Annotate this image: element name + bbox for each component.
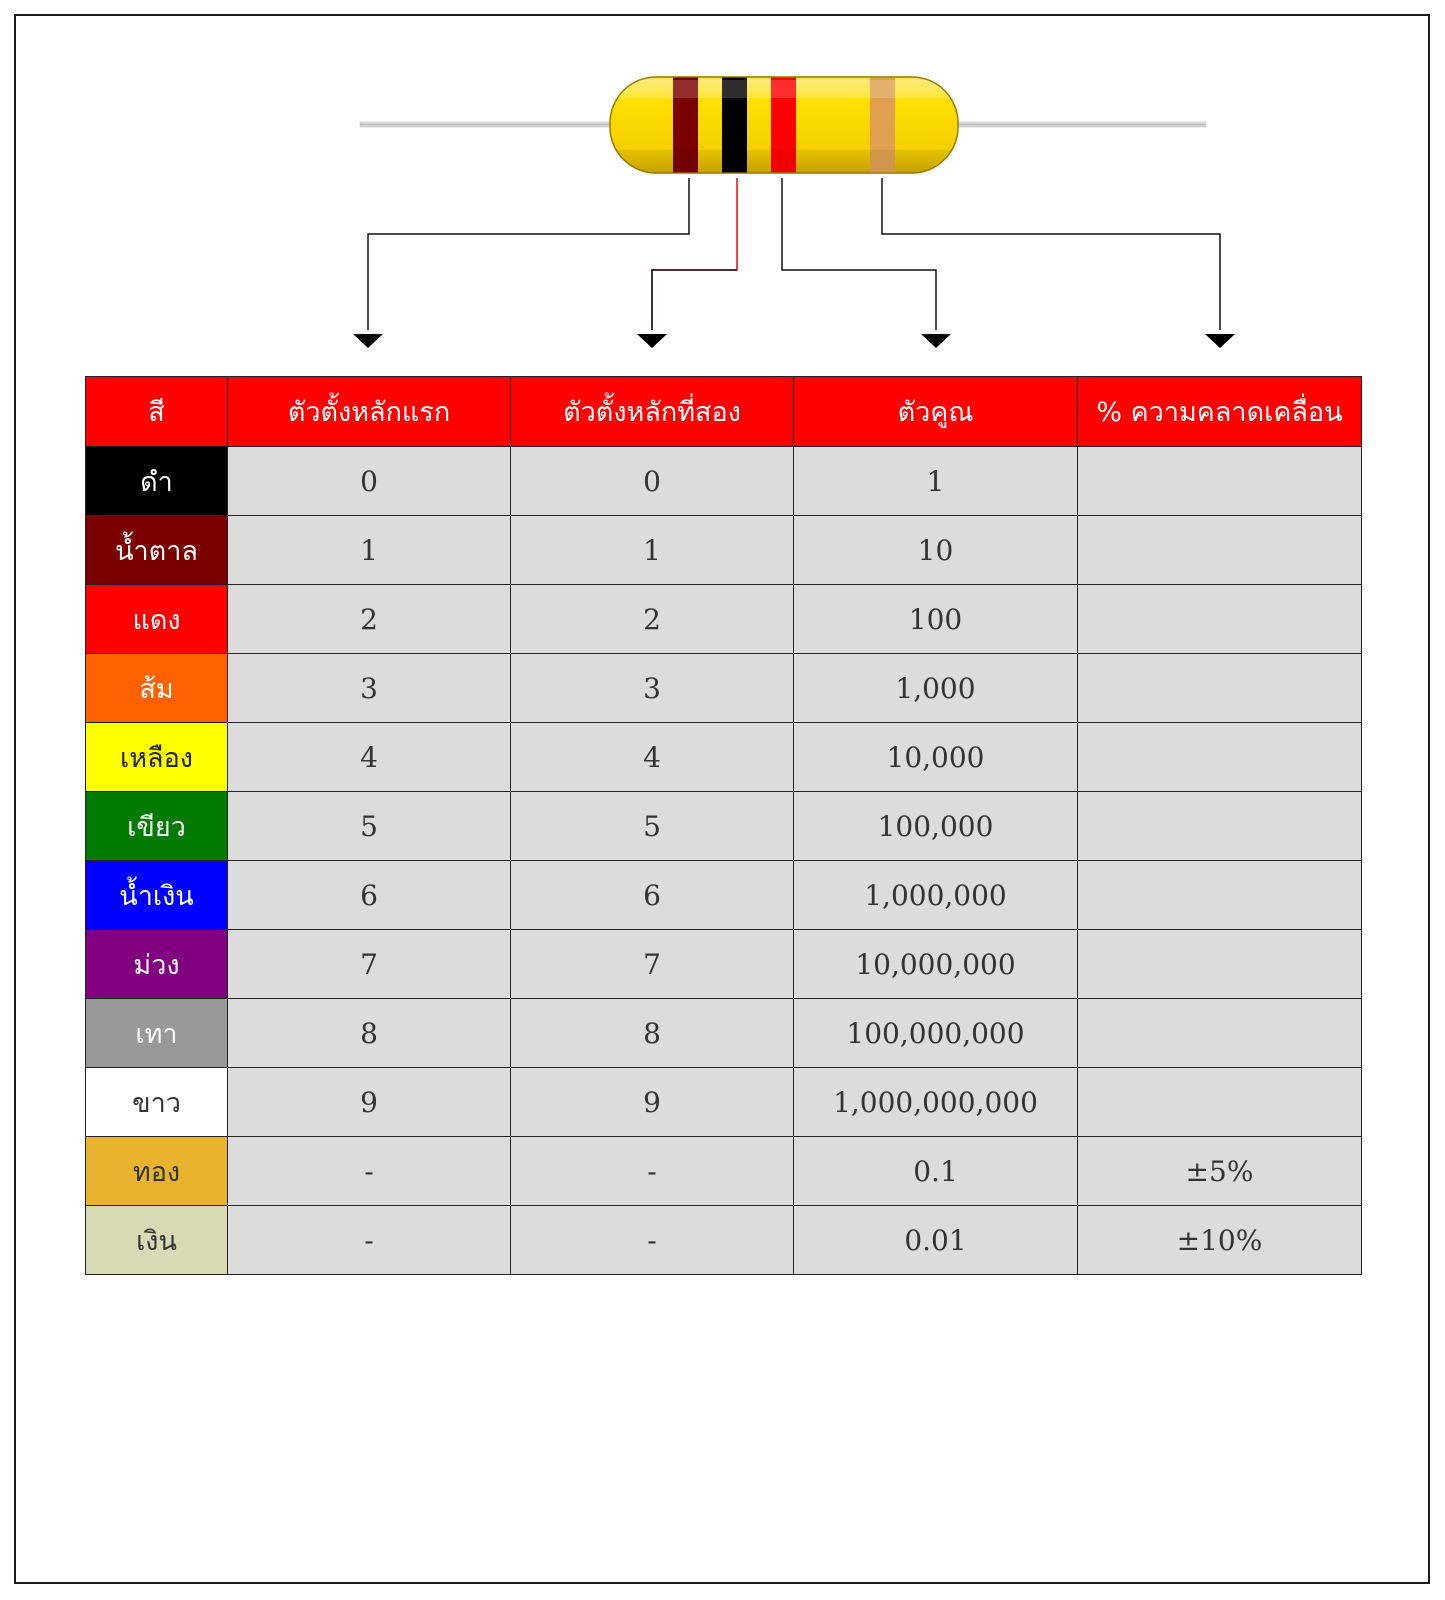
color-code-table	[85, 376, 1362, 1275]
tolerance-cell	[1078, 654, 1362, 723]
multiplier-cell: 1,000	[794, 654, 1078, 723]
tolerance-cell	[1078, 1068, 1362, 1137]
tolerance-cell	[1078, 447, 1362, 516]
multiplier-cell: 10	[794, 516, 1078, 585]
second-digit-cell: 0	[511, 447, 794, 516]
color-name-cell: ส้ม	[86, 654, 228, 723]
multiplier-cell: 100,000,000	[794, 999, 1078, 1068]
second-digit-cell: 5	[511, 792, 794, 861]
tolerance-cell	[1078, 999, 1362, 1068]
color-name-cell: เขียว	[86, 792, 228, 861]
table-row	[86, 654, 1362, 723]
color-name-cell: ม่วง	[86, 930, 228, 999]
multiplier-cell: 1,000,000	[794, 861, 1078, 930]
table-row	[86, 861, 1362, 930]
multiplier-cell: 1	[794, 447, 1078, 516]
tolerance-cell: ±5%	[1078, 1137, 1362, 1206]
multiplier-cell: 1,000,000,000	[794, 1068, 1078, 1137]
color-name-cell: เทา	[86, 999, 228, 1068]
table-row	[86, 1137, 1362, 1206]
header-second-digit: ตัวตั้งหลักที่สอง	[511, 377, 794, 447]
first-digit-cell: 0	[228, 447, 511, 516]
multiplier-cell: 10,000,000	[794, 930, 1078, 999]
second-digit-cell: 3	[511, 654, 794, 723]
color-name-cell: เหลือง	[86, 723, 228, 792]
connector-line-multiplier	[782, 178, 936, 330]
color-name-cell: แดง	[86, 585, 228, 654]
header-row	[86, 377, 1362, 447]
table-row	[86, 585, 1362, 654]
first-digit-cell: 2	[228, 585, 511, 654]
multiplier-cell: 10,000	[794, 723, 1078, 792]
second-digit-cell: 6	[511, 861, 794, 930]
first-digit-cell: 3	[228, 654, 511, 723]
first-digit-cell: 8	[228, 999, 511, 1068]
header-multiplier: ตัวคูณ	[794, 377, 1078, 447]
color-name-cell: น้ำเงิน	[86, 861, 228, 930]
color-name-cell: ทอง	[86, 1137, 228, 1206]
first-digit-cell: 7	[228, 930, 511, 999]
second-digit-cell: 2	[511, 585, 794, 654]
table-row	[86, 930, 1362, 999]
table-row	[86, 999, 1362, 1068]
color-name-cell: เงิน	[86, 1206, 228, 1275]
table-row	[86, 447, 1362, 516]
header-tolerance: % ความคลาดเคลื่อน	[1078, 377, 1362, 447]
first-digit-cell: 4	[228, 723, 511, 792]
table-row	[86, 516, 1362, 585]
second-digit-cell: 4	[511, 723, 794, 792]
table-row	[86, 1206, 1362, 1275]
second-digit-cell: 7	[511, 930, 794, 999]
second-digit-cell: 8	[511, 999, 794, 1068]
tolerance-cell: ±10%	[1078, 1206, 1362, 1275]
resistor-diagram	[0, 0, 1445, 380]
first-digit-cell: -	[228, 1206, 511, 1275]
first-digit-cell: 1	[228, 516, 511, 585]
tolerance-cell	[1078, 723, 1362, 792]
resistor-lead-right	[956, 122, 1206, 127]
first-digit-cell: -	[228, 1137, 511, 1206]
table-row	[86, 792, 1362, 861]
second-digit-cell: -	[511, 1206, 794, 1275]
first-digit-cell: 9	[228, 1068, 511, 1137]
connector-line-second-digit	[652, 178, 737, 330]
header-first-digit: ตัวตั้งหลักแรก	[228, 377, 511, 447]
multiplier-cell: 0.01	[794, 1206, 1078, 1275]
first-digit-cell: 6	[228, 861, 511, 930]
tolerance-cell	[1078, 930, 1362, 999]
tolerance-cell	[1078, 792, 1362, 861]
second-digit-cell: 9	[511, 1068, 794, 1137]
multiplier-cell: 100,000	[794, 792, 1078, 861]
multiplier-cell: 100	[794, 585, 1078, 654]
arrow-down-icon	[637, 334, 667, 348]
first-digit-cell: 5	[228, 792, 511, 861]
connector-line-tolerance	[882, 178, 1220, 330]
color-name-cell: น้ำตาล	[86, 516, 228, 585]
connector-line-first-digit	[368, 178, 689, 330]
tolerance-cell	[1078, 861, 1362, 930]
arrow-down-icon	[353, 334, 383, 348]
arrow-down-icon	[921, 334, 951, 348]
header-color: สี	[86, 377, 228, 447]
resistor-lead-left	[360, 122, 612, 127]
color-name-cell: ขาว	[86, 1068, 228, 1137]
table-row	[86, 723, 1362, 792]
table-row	[86, 1068, 1362, 1137]
tolerance-cell	[1078, 516, 1362, 585]
color-name-cell: ดำ	[86, 447, 228, 516]
second-digit-cell: -	[511, 1137, 794, 1206]
multiplier-cell: 0.1	[794, 1137, 1078, 1206]
second-digit-cell: 1	[511, 516, 794, 585]
tolerance-cell	[1078, 585, 1362, 654]
arrow-down-icon	[1205, 334, 1235, 348]
